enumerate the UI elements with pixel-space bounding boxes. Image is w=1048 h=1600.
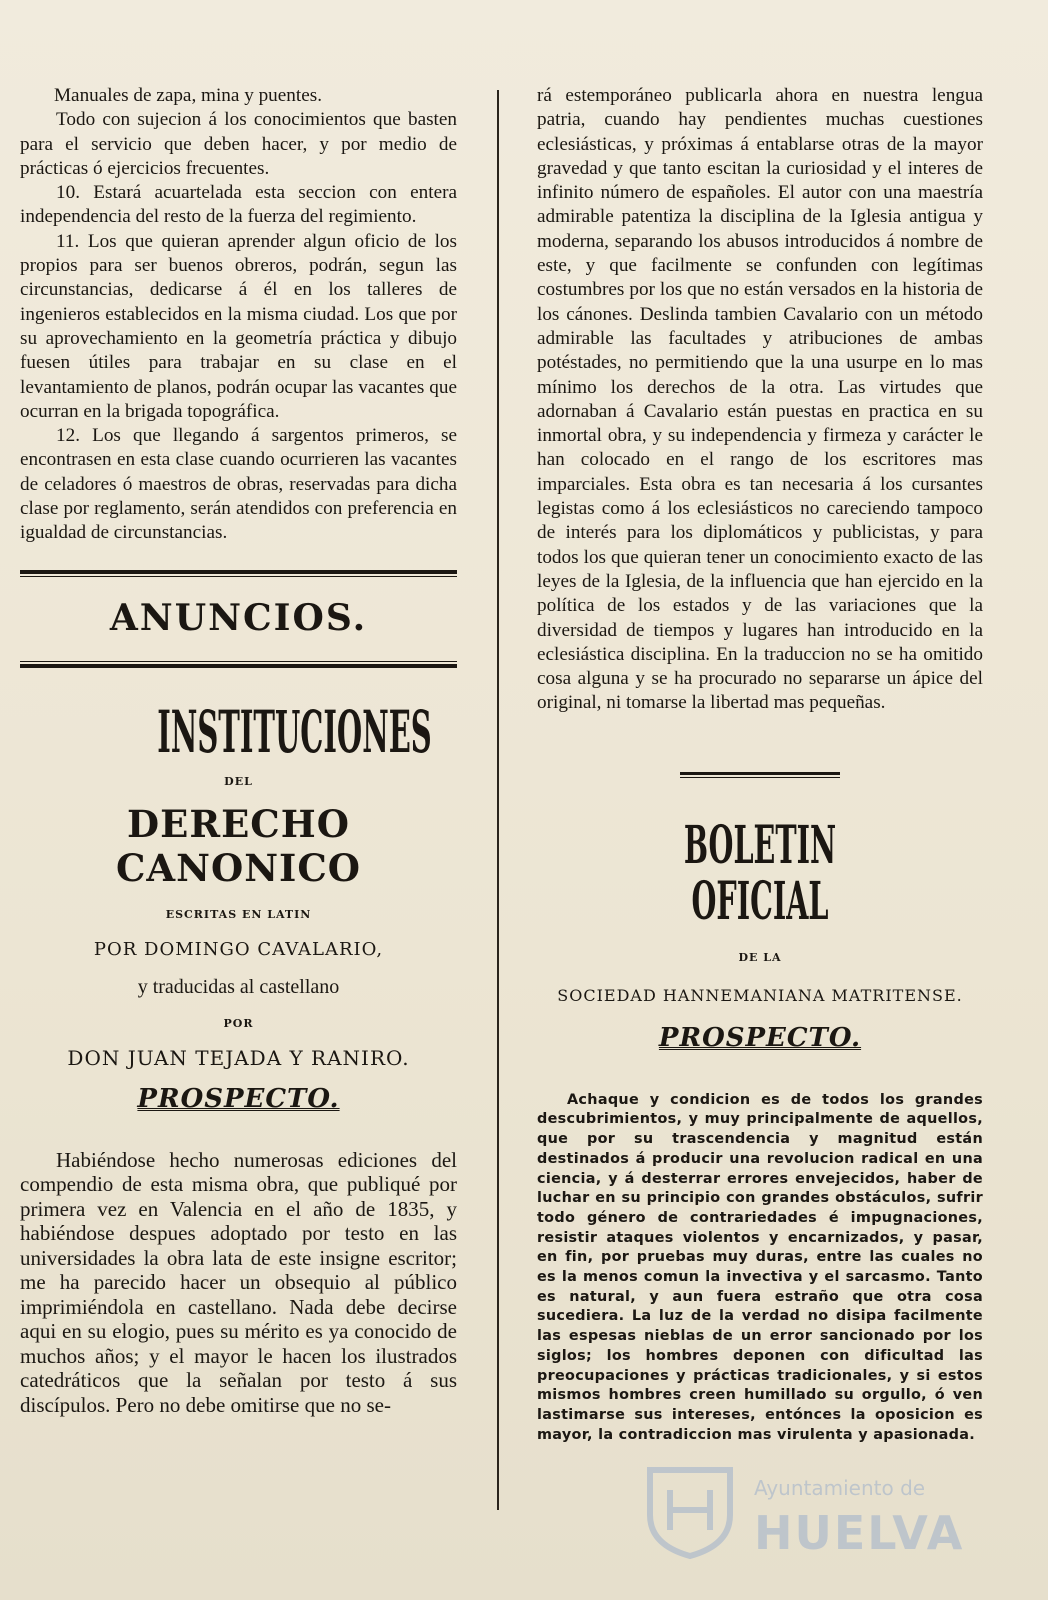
book-subtitle: ESCRITAS EN LATIN xyxy=(165,907,312,921)
prospecto-text: Habiéndose hecho numerosas ediciones del compendio de esta misma obra, que publiqué por primera vez en Valencia en el año de 1835, y habiéndose despues adoptado por testo en las universidades la obra lata de este insigne escritor; me ha parecido hacer un obsequio al público imprimiéndola en castellano. Nada debe decirse aqui en su elogio, pues su mérito es ya conocido de muchos años; y el mayor le hacen los ilustrados catedráticos que la señalan por testo á sus discípulos. Pero no debe omitirse que no se- xyxy=(20,1147,457,1417)
rule xyxy=(20,664,457,668)
paragraph: 11. Los que quieran aprender algun oficio de los propios para ser buenos obreros, podrán, segun las circunstancias, dedicarse á él en los talleres de ingenieros establecidos en la misma ciudad. Los que por su aprovechamiento en la geometría práctica y dibujo fuesen útiles para trabajar en su clase en el levantamiento de planos, podrán ocupar las vacantes que ocurran en la brigada topográfica. xyxy=(20,230,457,422)
boletin-society: SOCIEDAD HANNEMANIANA MATRITENSE. xyxy=(557,985,963,1005)
book-translated: y traducidas al castellano xyxy=(137,975,340,998)
paragraph: 10. Estará acuartelada esta seccion con entera independencia del resto de la fuerza del regimiento. xyxy=(20,182,457,228)
column-divider xyxy=(497,90,499,1510)
shield-icon xyxy=(640,1460,740,1560)
paragraph: 12. Los que llegando á sargentos primeros, se encontrasen en esta clase cuando ocurrieren las vacantes de celadores ó maestros de obras, reservadas para dicha clase por reglamento, serán atendidos con preferencia en igualdad de circunstancias. xyxy=(20,425,457,544)
book-author: POR DOMINGO CAVALARIO, xyxy=(93,938,384,960)
boletin-title: BOLETIN OFICIAL xyxy=(683,814,837,932)
short-divider xyxy=(537,772,983,778)
rule xyxy=(20,661,457,662)
paragraph: Manuales de zapa, mina y puentes. xyxy=(54,85,322,106)
book-title-connector: DEL xyxy=(224,774,253,788)
book-por: POR xyxy=(223,1016,254,1030)
left-column xyxy=(20,84,457,1417)
book-translator: DON JUAN TEJADA Y RANIRO. xyxy=(67,1045,410,1070)
archive-watermark xyxy=(636,1460,965,1560)
boletin-prospecto-heading: PROSPECTO. xyxy=(658,1022,862,1053)
paragraph: Todo con sujecion á los conocimientos que basten para el servicio que deben hacer, y por medio de prácticas ó ejercicios frecuentes. xyxy=(20,109,457,179)
continuation-text: rá estemporáneo publicarla ahora en nuestra lengua patria, cuando hay pendientes muchas cuestiones eclesiásticas, y próximas á entablarse otras de la mayor gravedad y que tanto escitan la curiosidad y el interes de infinito número de españoles. El autor con una maestría admirable patentiza la disciplina de la Iglesia antigua y moderna, separando los abusos introducidos á nombre de este, y que facilmente se confunden con legítimas costumbres por los que no están versados en la historia de los cánones. Deslinda tambien Cavalario con un método admirable las facultades y atribuciones de ambas potéstades, no permitiendo que la una usurpe en lo mas mínimo los derechos de la otra. Las virtudes que adornaban á Cavalario están puestas en practica en su inmortal obra, y su independencia y firmeza y carácter le han colocado en el rango de los escritores mas imparciales. Esta obra es tan necesaria á los cursantes legistas como á los eclesiásticos no careciendo tampoco de interés para los diplomáticos y publicistas, y para todos los que quieran tener un conocimiento exacto de las leyes de la Iglesia, de la influencia que han ejercido en la política de los estados y de las variaciones que la diversidad de tiempos y lugares han introducido en la eclesiástica disciplina. En la traduccion no se ha omitido cosa alguna y se ha procurado no separarse un ápice del original, ni tomarse la libertad mas pequeñas. xyxy=(537,85,983,714)
watermark-main-text: HUELVA xyxy=(754,1506,965,1560)
rule xyxy=(20,576,457,577)
rule xyxy=(680,772,840,775)
book-advertisement xyxy=(20,697,457,1418)
boletin-announcement xyxy=(537,814,983,1446)
rule xyxy=(20,570,457,574)
watermark-top-text: Ayuntamiento de xyxy=(754,1476,926,1500)
boletin-text: Achaque y condicion es de todos los grandes descubrimientos, y muy principalmente de aquellos, que por su trascendencia y magnitud están destinados á producir una revolucion radical en una ciencia, y á desterrar errores envejecidos, haber de luchar en su principio con grandes obstáculos, sufrir todo género de contrariedades é impugnaciones, resistir ataques violentos y encarnizados, y pasar, en fin, por pruebas muy duras, entre las cuales no es la menos comun la invectiva y el sarcasmo. Tanto es natural, y aun fuera estraño que otra cosa sucediera. La luz de la verdad no disipa facilmente las espesas nieblas de un error sancionado por los siglos; los hombres deponen con dificultad las preocupaciones y prácticas tradicionales, y si estos mismos hombres creen humillado su orgullo, ó ven lastimarse sus intereses, entónces la oposicion es mayor, la contradiccion mas virulenta y apasionada. xyxy=(537,1091,983,1443)
book-subject: DERECHO CANONICO xyxy=(115,801,361,890)
prospecto-heading: PROSPECTO. xyxy=(137,1083,340,1114)
book-title: INSTITUCIONES xyxy=(157,697,432,766)
rule xyxy=(680,777,840,778)
anuncios-heading: ANUNCIOS. xyxy=(109,596,368,639)
left-body-text xyxy=(20,84,457,546)
boletin-de-la: DE LA xyxy=(738,950,782,964)
right-column xyxy=(537,84,983,1445)
anuncios-section xyxy=(20,570,457,668)
